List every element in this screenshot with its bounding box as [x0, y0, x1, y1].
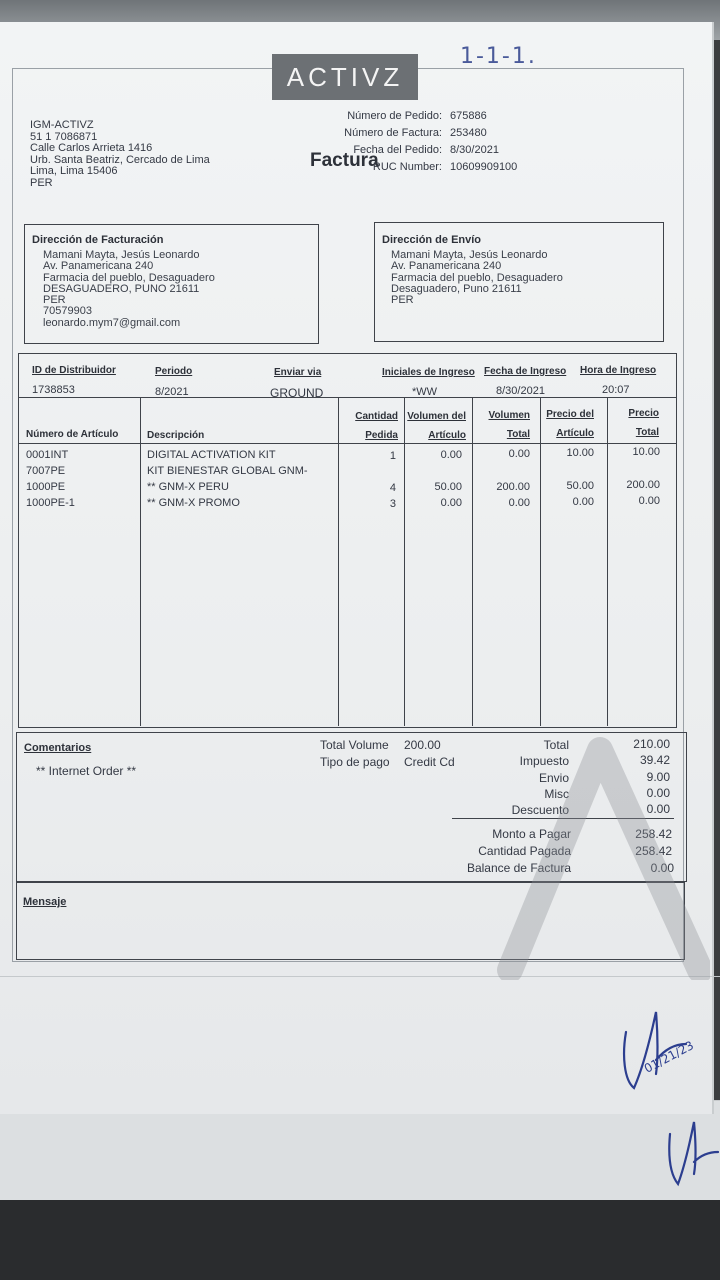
total-volume: 200.00: [496, 481, 530, 493]
shipping-line: Desaguadero, Puno 21611: [391, 282, 522, 295]
item-number: 1000PE-1: [26, 497, 75, 509]
column-divider: [140, 398, 141, 726]
tax-label: Impuesto: [519, 754, 569, 768]
total-volume-header-2: Total: [506, 429, 530, 440]
item-description: KIT BIENESTAR GLOBAL GNM-: [147, 465, 308, 477]
item-quantity: 1: [389, 450, 396, 462]
ship-via-value: GROUND: [270, 386, 324, 400]
column-divider: [404, 398, 405, 726]
item-price-header-2: Artículo: [556, 428, 594, 439]
item-number-header: Número de Artículo: [26, 429, 119, 440]
item-volume: 0.00: [440, 497, 462, 509]
entry-initials-header: Iniciales de Ingreso: [382, 367, 475, 378]
invoice-balance-label: Balance de Factura: [466, 861, 571, 875]
item-volume: 0.00: [440, 449, 462, 461]
invoice-balance-value: 0.00: [650, 861, 674, 875]
lower-paper-sheet: [0, 1100, 720, 1211]
entry-time-value: 20:07: [602, 384, 630, 396]
billing-title: Dirección de Facturación: [32, 234, 164, 246]
meta-label: Fecha del Pedido:: [353, 144, 442, 156]
billing-line: Farmacia del pueblo, Desaguadero: [43, 271, 215, 284]
item-quantity: 4: [389, 482, 396, 494]
amount-paid-value: 258.42: [635, 844, 672, 858]
total-label: Total: [543, 738, 569, 752]
shipping-address: [391, 250, 563, 306]
payment-type-label: Tipo de pago: [320, 755, 390, 769]
billing-line: Mamani Mayta, Jesús Leonardo: [43, 249, 200, 261]
table-divider: [18, 397, 676, 398]
signature-date: 01/21/23: [641, 1038, 697, 1076]
item-price-header: Precio del: [546, 409, 594, 420]
meta-value: 253480: [450, 127, 487, 139]
shipping-value: 9.00: [646, 770, 670, 784]
item-number: 7007PE: [26, 465, 66, 477]
item-description: DIGITAL ACTIVATION KIT: [147, 449, 276, 461]
misc-label: Misc: [544, 787, 569, 801]
company-line: IGM-ACTIVZ: [30, 119, 94, 131]
ruc-number-row: [330, 161, 517, 173]
quantity-header-2: Pedida: [365, 430, 398, 441]
distributor-id-header: ID de Distribuidor: [32, 365, 116, 376]
shipping-title: Dirección de Envío: [382, 234, 482, 246]
shipping-line: Mamani Mayta, Jesús Leonardo: [391, 249, 548, 261]
item-volume-header-2: Artículo: [428, 430, 466, 441]
item-price: 0.00: [572, 496, 594, 508]
table-divider: [18, 443, 676, 444]
entry-date-value: 8/30/2021: [496, 385, 545, 397]
activz-logo: ACTIVZ: [272, 54, 418, 100]
invoice-title: Factura: [310, 150, 379, 171]
total-volume: 0.00: [508, 497, 530, 509]
entry-initials-value: *WW: [412, 386, 438, 398]
entry-time-header: Hora de Ingreso: [580, 365, 657, 376]
period-value: 8/2021: [155, 386, 189, 398]
total-value: 210.00: [633, 737, 670, 751]
message-title: Mensaje: [23, 896, 67, 908]
total-volume-header: Volumen: [488, 410, 530, 421]
billing-line: Av. Panamericana 240: [43, 260, 154, 273]
comments-text: ** Internet Order **: [36, 764, 137, 778]
shipping-address-box: [374, 222, 664, 342]
billing-line: DESAGUADERO, PUNO 21611: [43, 282, 200, 295]
entry-date-header: Fecha de Ingreso: [484, 366, 567, 377]
signature-icon-2: [660, 1112, 720, 1192]
meta-value: 8/30/2021: [450, 144, 499, 156]
watermark-icon: [480, 730, 710, 980]
payment-type-value: Credit Cd: [404, 755, 455, 769]
amount-due-label: Monto a Pagar: [492, 827, 571, 841]
company-line: Lima, Lima 15406: [30, 165, 118, 177]
amount-due-value: 258.42: [635, 827, 672, 841]
item-quantity: 3: [389, 498, 396, 510]
distributor-id: 1738853: [32, 384, 75, 396]
total-price: 10.00: [632, 446, 660, 458]
handwritten-note: 1-1-1.: [460, 44, 537, 69]
total-price-header-2: Total: [635, 427, 659, 438]
company-address: [30, 120, 210, 189]
company-line: 51 1 7086871: [30, 130, 98, 143]
table-surface: [0, 1200, 720, 1280]
invoice-number-row: [330, 127, 487, 139]
shipping-label: Envio: [538, 771, 569, 785]
item-price: 50.00: [566, 480, 594, 492]
order-number-row: [330, 110, 487, 122]
item-volume: 50.00: [434, 481, 462, 493]
signature-icon: [612, 1000, 712, 1100]
total-volume-value: 200.00: [404, 738, 441, 752]
billing-line: leonardo.mym7@gmail.com: [43, 316, 181, 329]
description-header: Descripción: [147, 430, 205, 441]
item-number: 1000PE: [26, 481, 66, 493]
company-line: PER: [30, 176, 53, 189]
meta-label: Número de Pedido:: [347, 110, 442, 122]
discount-value: 0.00: [646, 802, 670, 816]
shipping-line: Farmacia del pueblo, Desaguadero: [391, 271, 563, 284]
discount-label: Descuento: [511, 803, 569, 817]
total-volume: 0.00: [508, 448, 530, 460]
meta-label: Número de Factura:: [344, 127, 442, 139]
amount-paid-label: Cantidad Pagada: [478, 844, 571, 858]
total-volume-label: Total Volume: [320, 738, 389, 752]
comments-title: Comentarios: [24, 742, 92, 754]
meta-label: RUC Number:: [372, 161, 442, 173]
item-description: ** GNM-X PROMO: [147, 497, 240, 509]
item-description: ** GNM-X PERU: [147, 481, 229, 493]
misc-value: 0.00: [646, 786, 670, 800]
total-price: 200.00: [626, 479, 660, 491]
order-date-row: [330, 144, 499, 156]
company-line: Calle Carlos Arrieta 1416: [30, 142, 153, 154]
meta-value: 10609909100: [450, 161, 518, 173]
total-price: 0.00: [638, 495, 660, 507]
billing-line: 70579903: [43, 305, 92, 318]
billing-address-box: [24, 224, 319, 344]
item-volume-header: Volumen del: [407, 411, 466, 422]
total-price-header: Precio: [628, 408, 659, 419]
quantity-header: Cantidad: [355, 411, 398, 422]
shipping-line: Av. Panamericana 240: [391, 260, 502, 273]
item-price: 10.00: [566, 447, 594, 459]
company-line: Urb. Santa Beatriz, Cercado de Lima: [30, 153, 210, 166]
tax-value: 39.42: [639, 753, 670, 767]
billing-line: PER: [43, 294, 66, 307]
shipping-line: PER: [391, 294, 414, 307]
billing-address: [43, 250, 215, 329]
item-number: 0001INT: [26, 449, 69, 461]
ship-via-header: Enviar via: [274, 367, 322, 378]
period-header: Periodo: [155, 366, 193, 377]
column-divider: [338, 398, 339, 726]
meta-value: 675886: [450, 110, 487, 122]
